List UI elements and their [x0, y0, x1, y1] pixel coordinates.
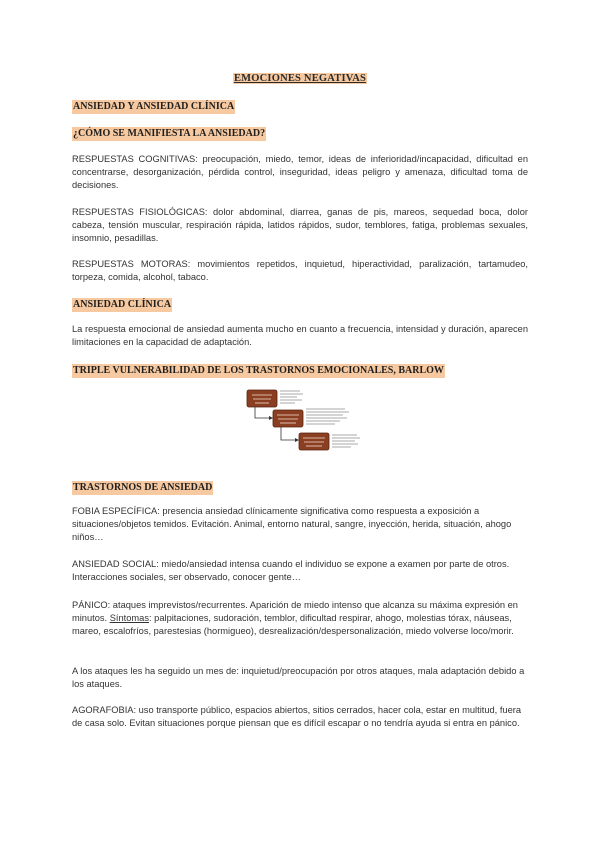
paragraph-clinical: La respuesta emocional de ansiedad aumenta mucho en cuanto a frecuencia, intensidad y duración, aparecen limitaciones en la capacidad de adaptación.	[72, 324, 528, 347]
diagram-arrow-1	[255, 407, 269, 418]
diagram-arrowhead-2	[295, 438, 299, 442]
barlow-diagram	[245, 385, 365, 463]
diagram-note-3	[332, 435, 360, 447]
diagram-note-2	[306, 409, 349, 424]
diagram-note-1	[280, 391, 303, 403]
paragraph-panic-followup: A los ataques les ha seguido un mes de: inquietud/preocupación por otros ataques, mala adaptación debido a los ataques.	[72, 666, 525, 689]
section-heading-barlow: TRIPLE VULNERABILIDAD DE LOS TRASTORNOS EMOCIONALES, BARLOW	[73, 365, 444, 376]
section-heading-clinical: ANSIEDAD CLÍNICA	[73, 299, 172, 310]
section-heading-disorders: TRASTORNOS DE ANSIEDAD	[73, 482, 213, 493]
diagram-box-3	[299, 433, 329, 450]
diagram-box-1	[247, 390, 277, 407]
paragraph-cognitive: RESPUESTAS COGNITIVAS: preocupación, miedo, temor, ideas de inferioridad/incapacidad, dificultad en concentrarse, desorganización, pérdida control, inseguridad, ideas peligro y amenaza, dificultad toma de decisiones.	[72, 154, 528, 190]
document-title: EMOCIONES NEGATIVAS	[233, 73, 367, 84]
paragraph-social-anxiety: ANSIEDAD SOCIAL: miedo/ansiedad intensa cuando el individuo se expone a examen por parte de otros. Interacciones sociales, ser observado, conocer gente…	[72, 559, 510, 582]
symptoms-label: Síntomas	[109, 613, 149, 623]
paragraph-motor: RESPUESTAS MOTORAS: movimientos repetidos, inquietud, hiperactividad, paralización, tartamudeo, torpeza, comida, alcohol, tabaco.	[72, 259, 528, 282]
section-heading-manifestation: ¿CÓMO SE MANIFIESTA LA ANSIEDAD?	[73, 128, 266, 139]
paragraph-panic: PÁNICO: ataques imprevistos/recurrentes. Aparición de miedo intenso que alcanza su máxima expresión en minutos. Síntomas: palpitaciones, sudoración, temblor, dificultad respirar, ahogo, molestias tórax, náuseas, mareo, escalofríos, parestesias (hormigueo), desrealización/despersonalización, miedo volverse loco/morir.	[72, 600, 518, 636]
diagram-arrowhead-1	[269, 416, 273, 420]
diagram-arrow-2	[281, 427, 295, 440]
diagram-box-2	[273, 410, 303, 427]
paragraph-physiological: RESPUESTAS FISIOLÓGICAS: dolor abdominal, diarrea, ganas de pis, mareos, sequedad boca, dolor cabeza, tensión muscular, respiración rápida, latidos rápidos, sudor, temblores, fatiga, problemas sexuales, insomnio, pesadillas.	[72, 207, 528, 243]
paragraph-agoraphobia: AGORAFOBIA: uso transporte público, espacios abiertos, sitios cerrados, hacer cola, estar en multitud, fuera de casa solo. Evitan situaciones porque piensan que es difícil escapar o no tendría ayuda si entra en pánico.	[72, 705, 522, 728]
paragraph-specific-phobia: FOBIA ESPECÍFICA: presencia ansiedad clínicamente significativa como respuesta a exposición a situaciones/objetos temidos. Evitación. Animal, entorno natural, sangre, inyección, herida, situación, ahogo niños…	[72, 506, 512, 542]
section-heading-anxiety: ANSIEDAD Y ANSIEDAD CLÍNICA	[73, 101, 235, 112]
